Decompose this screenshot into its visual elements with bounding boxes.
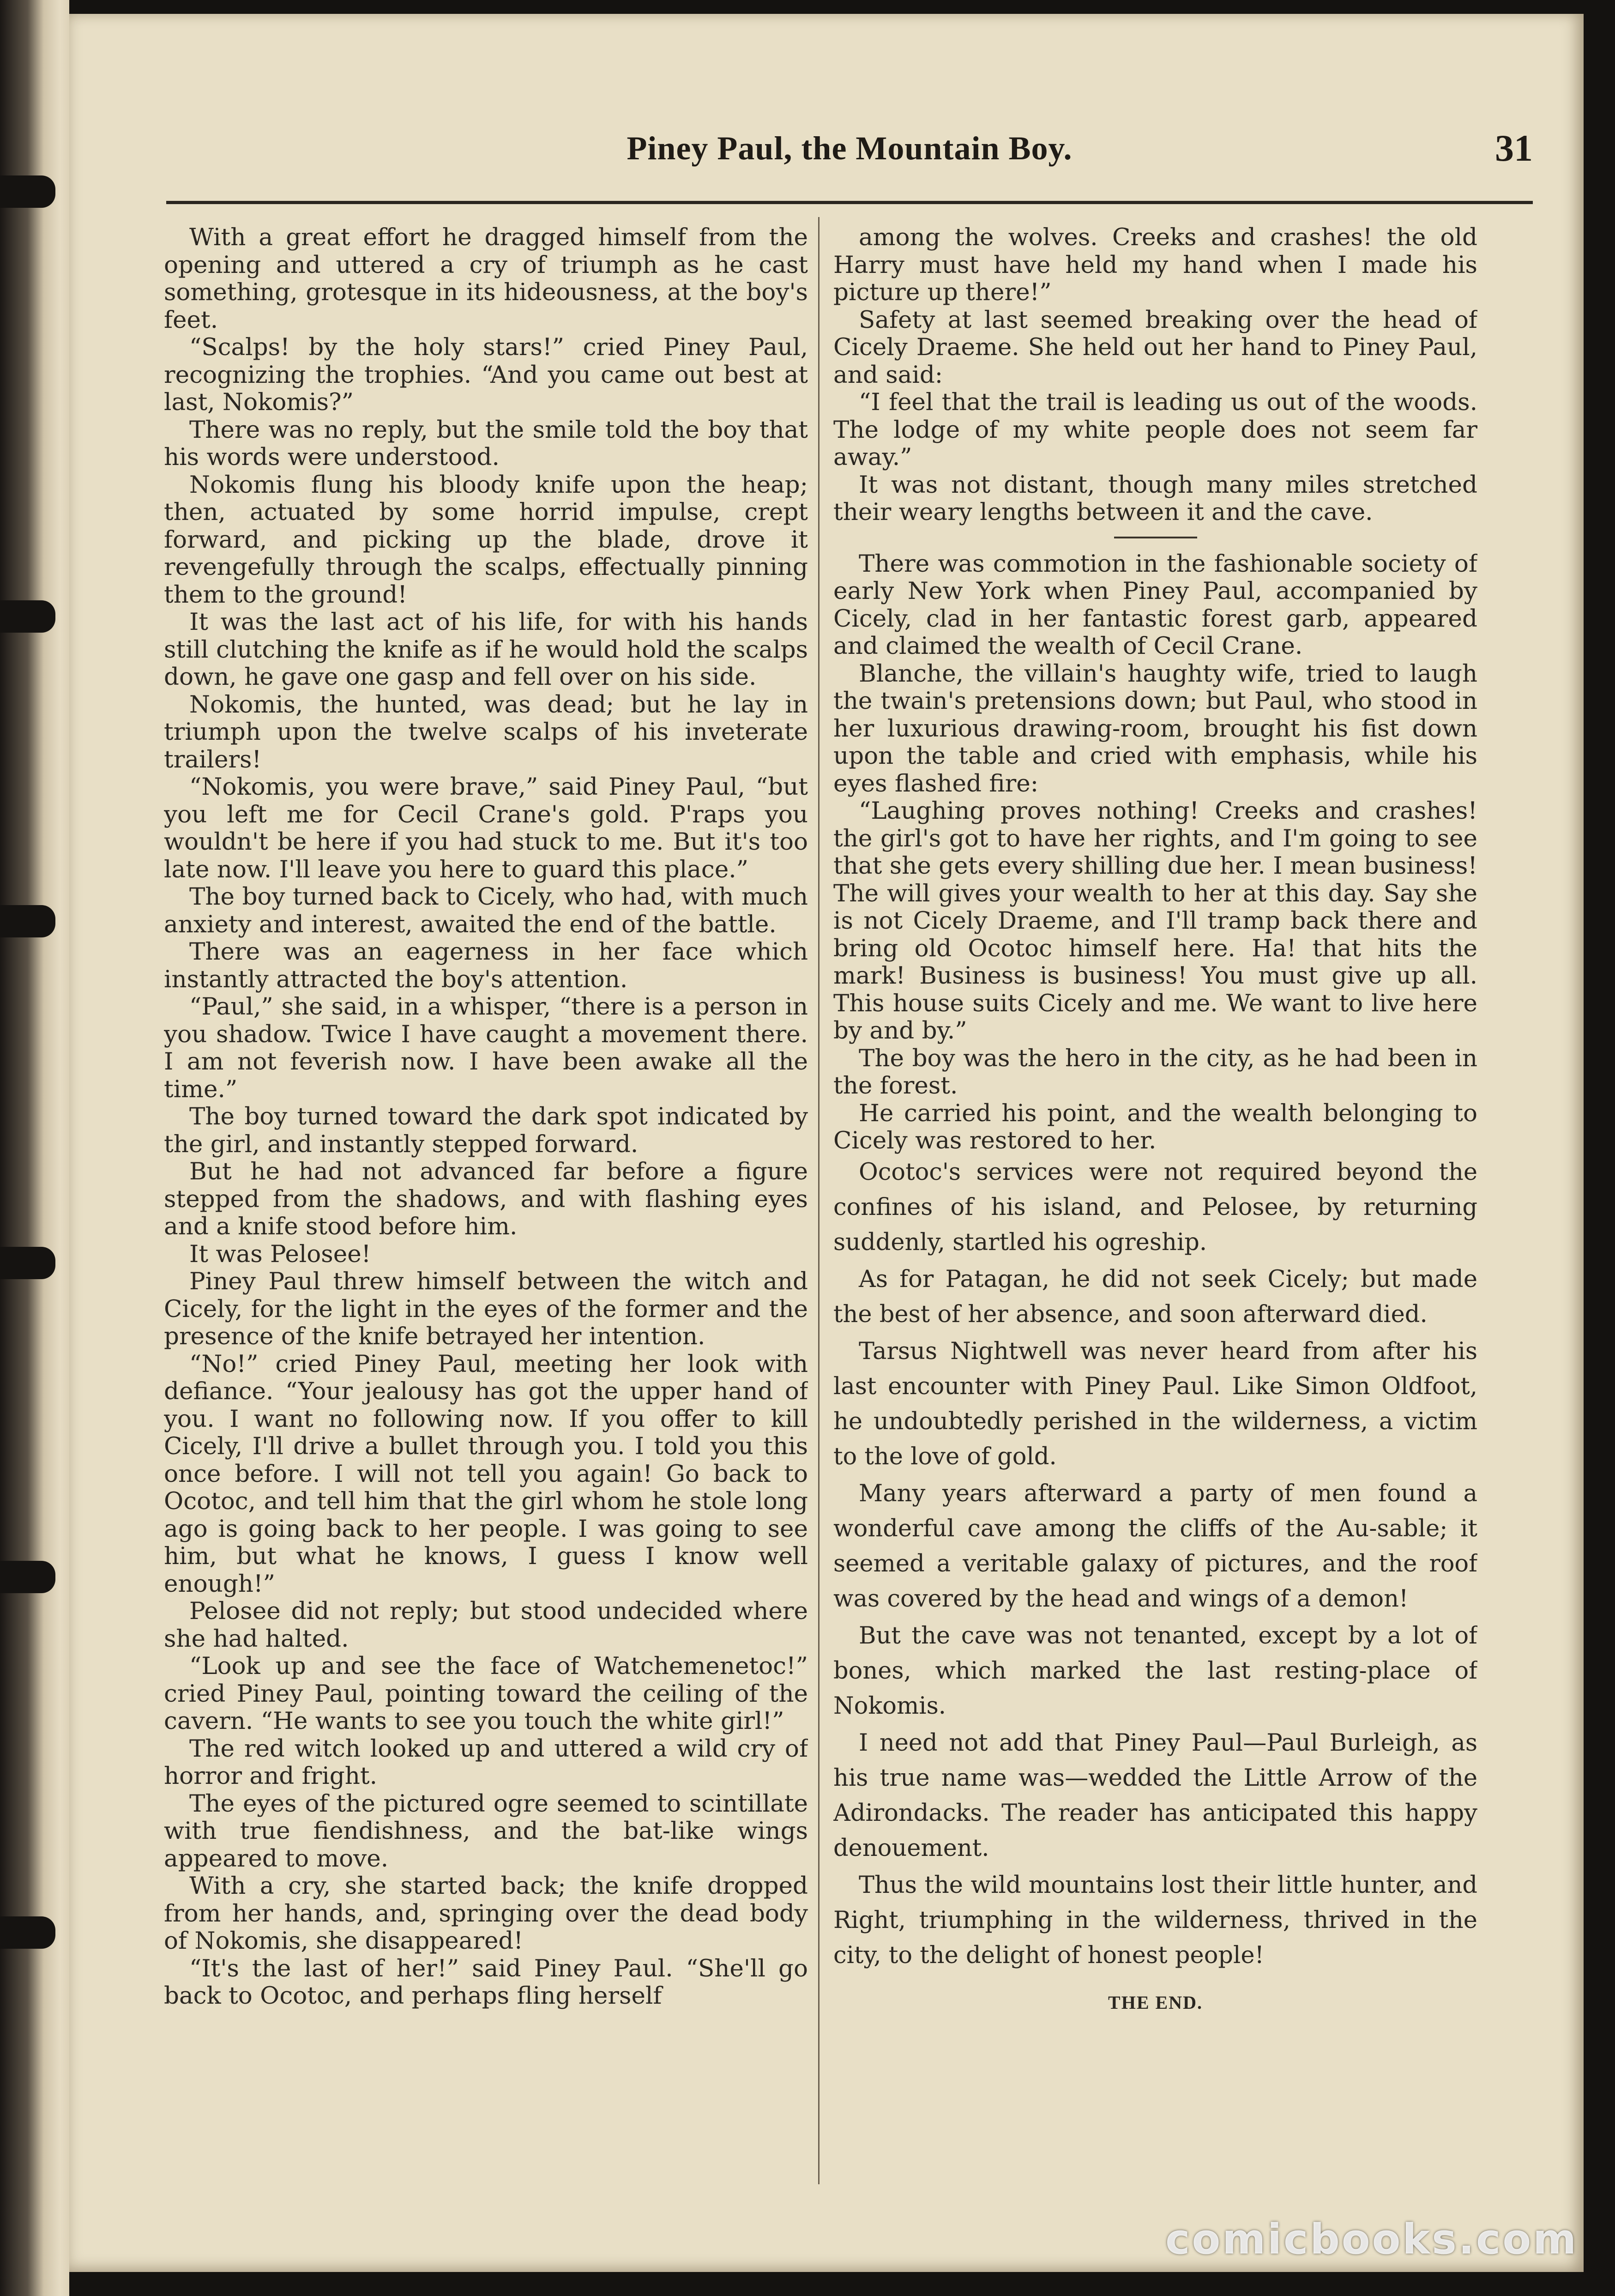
binding-stitch xyxy=(0,175,55,208)
paragraph: The boy turned back to Cicely, who had, with much anxiety and interest, awaited the end of the battle. xyxy=(164,883,808,938)
paragraph: Blanche, the villain's haughty wife, tried to laugh the twain's pretensions down; but Paul, who stood in her luxurious drawing-room, brought his fist down upon the table and cried with emphasis, while his eyes flashed fire: xyxy=(833,659,1477,798)
paragraph: With a cry, she started back; the knife dropped from her hands, and, springing over the dead body of Nokomis, she disappeared! xyxy=(164,1872,808,1955)
paragraph: There was an eagerness in her face which instantly attracted the boy's attention. xyxy=(164,938,808,993)
the-end-label: THE END. xyxy=(1108,1992,1203,2013)
running-title: Piney Paul, the Mountain Boy. xyxy=(627,130,1073,167)
paragraph: It was Pelosee! xyxy=(189,1240,371,1268)
paragraph: He carried his point, and the wealth belonging to Cicely was restored to her. xyxy=(833,1099,1477,1154)
paragraph: “It's the last of her!” said Piney Paul. “She'll go back to Ocotoc, and perhaps fling herself xyxy=(164,1954,808,2010)
paragraph: Many years afterward a party of men found a wonderful cave among the cliffs of the Au-sable; it seemed a veritable galaxy of pictures, and the roof was covered by the head and wings of a demon! xyxy=(833,1480,1477,1613)
paragraph: The eyes of the pictured ogre seemed to scintillate with true fiendishness, and the bat-like wings appeared to move. xyxy=(164,1789,808,1873)
book-binding-edge xyxy=(0,0,69,2296)
paragraph: I need not add that Piney Paul—Paul Burleigh, as his true name was—wedded the Little Arrow of the Adirondacks. The reader has anticipated this happy denouement. xyxy=(833,1729,1477,1862)
paragraph: The red witch looked up and uttered a wild cry of horror and fright. xyxy=(164,1734,808,1790)
paragraph: Nokomis, the hunted, was dead; but he lay in triumph upon the twelve scalps of his inveterate trailers! xyxy=(164,690,808,773)
paragraph: “Look up and see the face of Watchemenetoc!” cried Piney Paul, pointing toward the ceiling of the cavern. “He wants to see you touch the white girl!” xyxy=(164,1652,808,1735)
paragraph: But the cave was not tenanted, except by a lot of bones, which marked the last resting-place of Nokomis. xyxy=(833,1622,1477,1720)
paragraph: As for Patagan, he did not seek Cicely; but made the best of her absence, and soon afterward died. xyxy=(833,1265,1477,1328)
binding-stitch xyxy=(0,1247,55,1279)
paragraph: “Paul,” she said, in a whisper, “there is a person in you shadow. Twice I have caught a movement there. I am not feverish now. I have been awake all the time.” xyxy=(164,993,808,1103)
paragraph: “Nokomis, you were brave,” said Piney Paul, “but you left me for Cecil Crane's gold. P'raps you wouldn't be here if you had stuck to me. But it's too late now. I'll leave you here to guard this place.” xyxy=(164,773,808,883)
paragraph: Thus the wild mountains lost their little hunter, and Right, triumphing in the wilderness, thrived in the city, to the delight of honest people! xyxy=(833,1871,1477,1969)
watermark: comicbooks.com xyxy=(1165,2215,1578,2264)
paragraph: It was the last act of his life, for with his hands still clutching the knife as if he would hold the scalps down, he gave one gasp and fell over on his side. xyxy=(164,608,808,691)
paragraph: There was no reply, but the smile told the boy that his words were understood. xyxy=(164,416,808,471)
binding-stitch xyxy=(0,1561,55,1593)
binding-stitch xyxy=(0,600,55,633)
paragraph: “Scalps! by the holy stars!” cried Piney Paul, recognizing the trophies. “And you came out best at last, Nokomis?” xyxy=(164,333,808,416)
book-page xyxy=(69,14,1584,2272)
section-break-rule xyxy=(1114,537,1197,538)
left-column xyxy=(164,224,808,2191)
paragraph: There was commotion in the fashionable society of early New York when Piney Paul, accompanied by Cicely, clad in her fantastic forest garb, appeared and claimed the wealth of Cecil Crane. xyxy=(833,550,1477,660)
paragraph: “I feel that the trail is leading us out of the woods. The lodge of my white people does not seem far away.” xyxy=(833,388,1477,471)
paragraph: With a great effort he dragged himself from the opening and uttered a cry of triumph as he cast something, grotesque in its hideousness, at the boy's feet. xyxy=(164,224,808,334)
paragraph: Pelosee did not reply; but stood undecided where she had halted. xyxy=(164,1597,808,1653)
paragraph: Piney Paul threw himself between the witch and Cicely, for the light in the eyes of the former and the presence of the knife betrayed her intention. xyxy=(164,1268,808,1350)
paragraph: Safety at last seemed breaking over the head of Cicely Draeme. She held out her hand to Piney Paul, and said: xyxy=(833,306,1477,389)
page-header xyxy=(166,129,1533,194)
paragraph: Nokomis flung his bloody knife upon the heap; then, actuated by some horrid impulse, crept forward, and picking up the blade, drove it revengefully through the scalps, effectually pinning them to the ground! xyxy=(164,471,808,609)
header-rule xyxy=(166,201,1533,204)
paragraph: The boy was the hero in the city, as he had been in the forest. xyxy=(833,1044,1477,1100)
binding-stitch xyxy=(0,1916,55,1949)
paragraph: “Laughing proves nothing! Creeks and crashes! the girl's got to have her rights, and I'm going to see that she gets every shilling due her. I mean business! The will gives your wealth to her at this day. Say she is not Cicely Draeme, and I'll tramp back there and bring old Ocotoc himself here. Ha! that hits the mark! Business is business! You must give up all. This house suits Cicely and me. We want to live here by and by.” xyxy=(833,797,1477,1045)
paragraph: Ocotoc's services were not required beyond the confines of his island, and Pelosee, by returning suddenly, startled his ogreship. xyxy=(833,1158,1477,1256)
paragraph: But he had not advanced far before a figure stepped from the shadows, and with flashing eyes and a knife stood before him. xyxy=(164,1158,808,1240)
column-divider xyxy=(818,217,820,2184)
paragraph: Tarsus Nightwell was never heard from after his last encounter with Piney Paul. Like Simon Oldfoot, he undoubtedly perished in the wilderness, a victim to the love of gold. xyxy=(833,1337,1477,1470)
paragraph: among the wolves. Creeks and crashes! the old Harry must have held my hand when I made his picture up there!” xyxy=(833,224,1477,306)
binding-stitch xyxy=(0,905,55,937)
right-column xyxy=(833,224,1477,2191)
paragraph: “No!” cried Piney Paul, meeting her look with defiance. “Your jealousy has got the upper hand of you. I want no following now. If you offer to kill Cicely, I'll drive a bullet through you. I told you this once before. I will not tell you again! Go back to Ocotoc, and tell him that the girl whom he stole long ago is going back to her people. I was going to see him, but what he knows, I guess I know well enough!” xyxy=(164,1350,808,1598)
paragraph: It was not distant, though many miles stretched their weary lengths between it and the cave. xyxy=(833,471,1477,526)
paragraph: The boy turned toward the dark spot indicated by the girl, and instantly stepped forward. xyxy=(164,1103,808,1158)
page-number: 31 xyxy=(1495,127,1533,169)
